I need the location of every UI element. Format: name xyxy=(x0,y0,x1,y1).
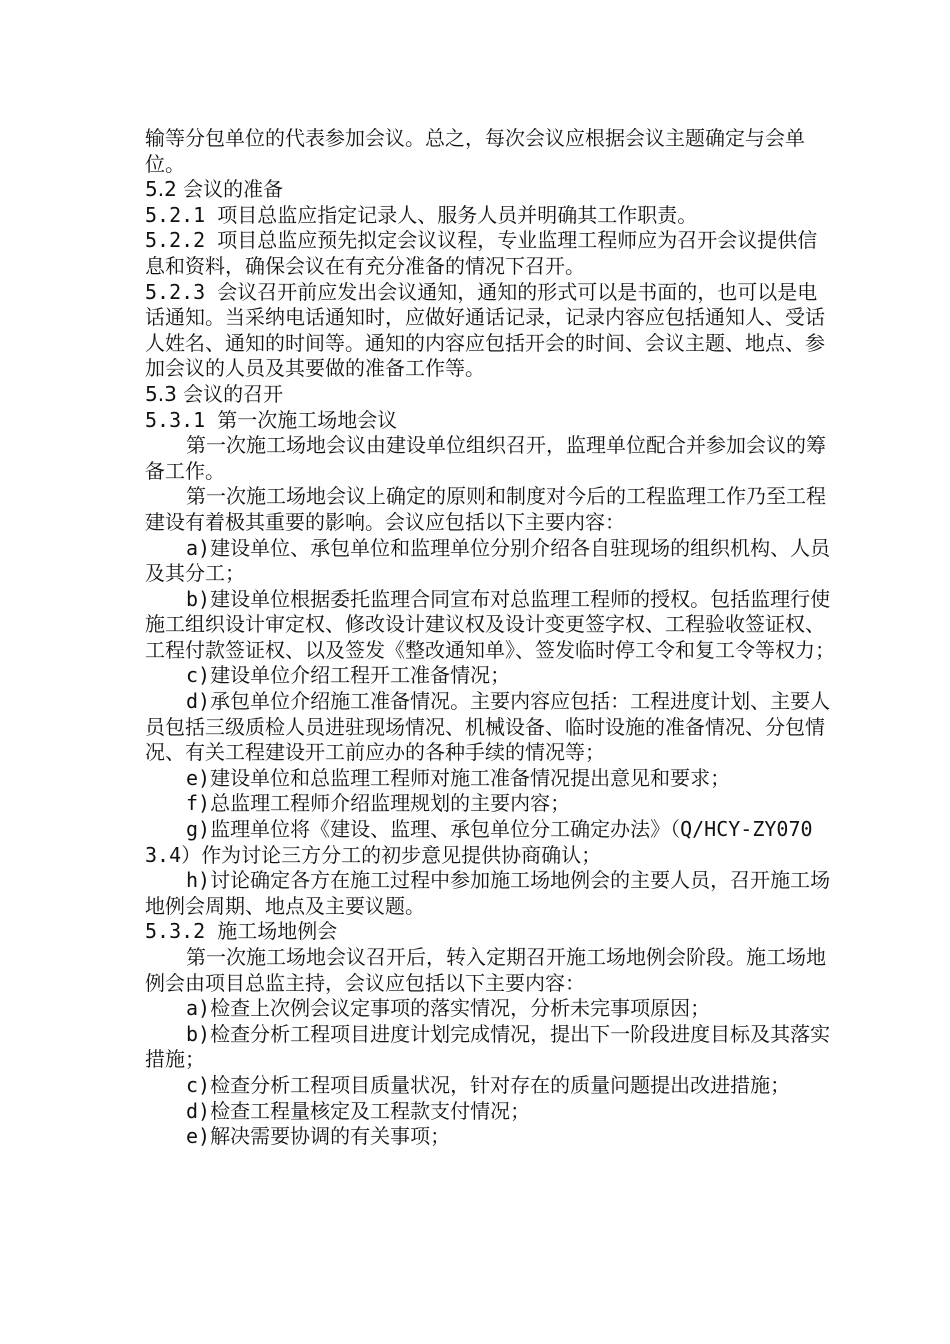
paragraph-first-meeting-content: 第一次施工场地会议上确定的原则和制度对今后的工程监理工作乃至工程建设有着极其重要的影响。会议应包括以下主要内容： xyxy=(145,484,826,534)
list-item-b: b)建设单位根据委托监理合同宣布对总监理工程师的授权。包括监理行使施工组织设计审定权、修改设计建议权及设计变更签字权、工程验收签证权、工程付款签证权、以及签发《整改通知单》、签发临时停工令和复工令等权力； xyxy=(145,586,835,662)
section-heading-5-3: 5.3 会议的召开 xyxy=(145,381,284,406)
list-item-a: a)建设单位、承包单位和监理单位分别介绍各自驻现场的组织机构、人员及其分工； xyxy=(145,535,831,586)
list-item-d: d)承包单位介绍施工准备情况。主要内容应包括：工程进度计划、主要人员包括三级质检人员进驻现场情况、机械设备、临时设施的准备情况、分包情况、有关工程建设开工前应办的各种手续的情况等； xyxy=(145,689,831,765)
list-item-e: e)建设单位和总监理工程师对施工准备情况提出意见和要求； xyxy=(186,765,731,790)
clause-5-2-1: 5.2.1 项目总监应指定记录人、服务人员并明确其工作职责。 xyxy=(145,202,698,227)
clause-5-3-2-heading: 5.3.2 施工场地例会 xyxy=(145,919,338,944)
list-item-c: c)建设单位介绍工程开工准备情况； xyxy=(186,663,511,688)
list-item-g: g)监理单位将《建设、监理、承包单位分工确定办法》（Q/HCY-ZY0703.4）作为讨论三方分工的初步意见提供协商确认； xyxy=(145,817,813,867)
clause-5-3-1-heading: 5.3.1 第一次施工场地会议 xyxy=(145,407,398,432)
regular-list-item-a: a)检查上次例会议定事项的落实情况，分析未完事项原因； xyxy=(186,996,711,1021)
list-item-f: f)总监理工程师介绍监理规划的主要内容； xyxy=(186,791,571,816)
regular-list-item-e: e)解决需要协调的有关事项； xyxy=(186,1124,451,1149)
regular-list-item-c: c)检查分析工程项目质量状况，针对存在的质量问题提出改进措施； xyxy=(186,1072,791,1097)
clause-5-2-2: 5.2.2 项目总监应预先拟定会议议程，专业监理工程师应为召开会议提供信息和资料，确保会议在有充分准备的情况下召开。 xyxy=(145,228,818,278)
paragraph-regular-meeting: 第一次施工场地会议召开后，转入定期召开施工场地例会阶段。施工场地例会由项目总监主持，会议应包括以下主要内容： xyxy=(145,945,826,995)
paragraph-first-meeting-organizer: 第一次施工场地会议由建设单位组织召开，监理单位配合并参加会议的筹备工作。 xyxy=(145,433,826,483)
clause-5-2-3: 5.2.3 会议召开前应发出会议通知，通知的形式可以是书面的，也可以是电话通知。当采纳电话通知时，应做好通话记录，记录内容应包括通知人、受话人姓名、通知的时间等。通知的内容应包括开会的时间、会议主题、地点、参加会议的人员及其要做的准备工作等。 xyxy=(145,279,825,381)
list-item-h: h)讨论确定各方在施工过程中参加施工场地例会的主要人员，召开施工场地例会周期、地点及主要议题。 xyxy=(145,868,831,918)
paragraph-continuation: 输等分包单位的代表参加会议。总之，每次会议应根据会议主题确定与会单位。 xyxy=(145,126,805,176)
section-heading-5-2: 5.2 会议的准备 xyxy=(145,177,284,202)
regular-list-item-b: b)检查分析工程项目进度计划完成情况，提出下一阶段进度目标及其落实措施； xyxy=(145,1021,831,1072)
regular-list-item-d: d)检查工程量核定及工程款支付情况； xyxy=(186,1098,531,1123)
document-body xyxy=(145,126,835,1150)
